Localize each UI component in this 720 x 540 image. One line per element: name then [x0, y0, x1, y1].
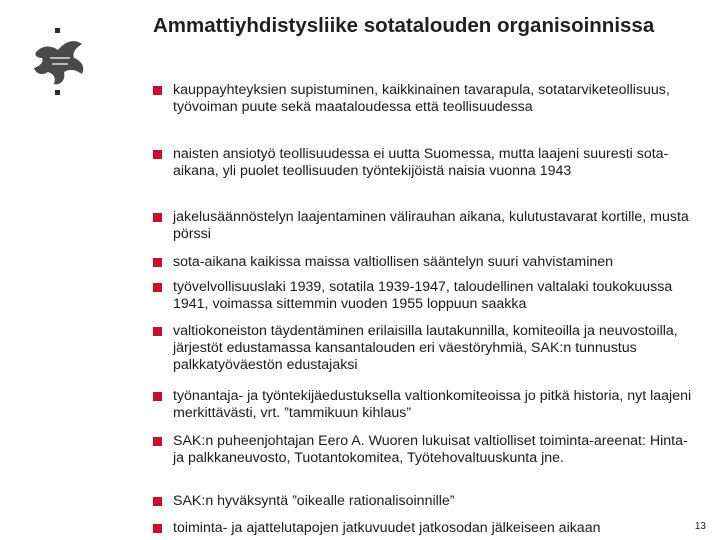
list-item: sota-aikana kaikissa maissa valtiollisen sääntelyn suuri vahvistaminen [153, 254, 693, 271]
page-number: 13 [694, 521, 706, 532]
bullet-square-icon [153, 524, 162, 533]
bullet-square-icon [153, 392, 162, 401]
list-item: kauppayhteyksien supistuminen, kaikkinainen tavarapula, sotatarviketeollisuus, työvoiman puute sekä maataloudessa että teollisuudessa [153, 82, 693, 116]
list-item: SAK:n hyväksyntä ”oikealle rationalisoinnille” [153, 493, 693, 510]
list-item: valtiokoneiston täydentäminen erilaisilla lautakunnilla, komiteoilla ja neuvostoilla, järjestöt edustamassa kansantalouden eri väestöryhmiä, SAK:n tunnustus palkkatyöväestön edustajaksi [153, 323, 693, 375]
bullet-square-icon [153, 258, 162, 267]
list-item: työnantaja- ja työntekijäedustuksella valtionkomiteoissa jo pitkä historia, nyt laajeni merkittävästi, vrt. ”tammikuun kihlaus” [153, 388, 693, 422]
bullet-square-icon [153, 327, 162, 336]
bullet-square-icon [153, 150, 162, 159]
bullet-square-icon [153, 213, 162, 222]
bullet-square-icon [153, 497, 162, 506]
page-title: Ammattiyhdistysliike sotatalouden organisoinnissa [153, 14, 655, 37]
list-item: jakelusäännöstelyn laajentaminen välirauhan aikana, kulutustavarat kortille, musta pörssi [153, 209, 693, 243]
bullet-square-icon [153, 437, 162, 446]
bullet-square-icon [153, 283, 162, 292]
list-item: toiminta- ja ajattelutapojen jatkuvuudet jatkosodan jälkeiseen aikaan [153, 520, 693, 537]
list-item: työvelvollisuuslaki 1939, sotatila 1939-1947, taloudellinen valtalaki toukokuussa 1941, voimassa sittemmin vuoden 1955 loppuun saakka [153, 279, 693, 313]
list-item: SAK:n puheenjohtajan Eero A. Wuoren lukuisat valtiolliset toiminta-areenat: Hinta- ja palkkaneuvosto, Tuotantokomitea, Työtehovaltuuskunta jne. [153, 433, 693, 467]
list-item: naisten ansiotyö teollisuudessa ei uutta Suomessa, mutta laajeni suuresti sota-aikana, yli puolet teollisuuden työntekijöistä naisia vuonna 1943 [153, 146, 693, 180]
university-logo-icon [30, 28, 90, 98]
bullet-square-icon [153, 86, 162, 95]
